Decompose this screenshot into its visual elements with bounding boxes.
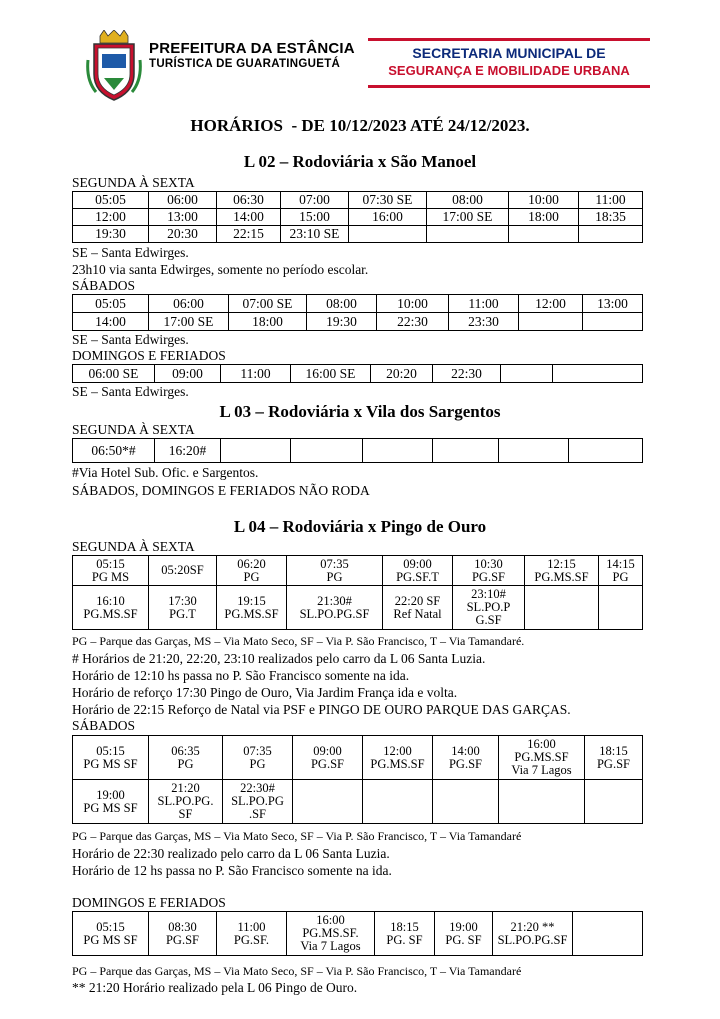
l04-note-reforco: Horário de reforço 17:30 Pingo de Ouro, Via Jardim França ida e volta.: [72, 685, 458, 700]
schedule-cell: 19:00 PG. SF: [435, 912, 493, 956]
l03-weekdays-label: SEGUNDA À SEXTA: [72, 422, 195, 437]
schedule-cell: 05:15 PG MS SF: [73, 736, 149, 780]
schedule-cell: 13:00: [149, 209, 217, 226]
schedule-cell: [573, 912, 643, 956]
l02-sundays-label: DOMINGOS E FERIADOS: [72, 348, 226, 363]
l04-weekdays-table: [72, 555, 643, 630]
table-row: [73, 736, 643, 780]
l02-sundays-table: [72, 364, 643, 383]
schedule-cell: 12:00: [73, 209, 149, 226]
table-row: [73, 365, 643, 383]
schedule-cell: 11:00: [221, 365, 291, 383]
table-row: [73, 556, 643, 586]
schedule-cell: [433, 439, 499, 463]
l03-title: L 03 – Rodoviária x Vila dos Sargentos: [219, 402, 501, 421]
schedule-cell: [525, 586, 599, 630]
l04-note-2230: Horário de 22:30 realizado pelo carro da L 06 Santa Luzia.: [72, 846, 390, 861]
schedule-cell: 05:05: [73, 295, 149, 313]
schedule-cell: 07:00: [281, 192, 349, 209]
schedule-cell: 16:00: [349, 209, 427, 226]
schedule-cell: 15:00: [281, 209, 349, 226]
schedule-cell: 19:15 PG.MS.SF: [217, 586, 287, 630]
l04-legend-sat: PG – Parque das Garças, MS – Via Mato Seco, SF – Via P. São Francisco, T – Via Tamandaré: [72, 829, 522, 843]
secretaria-line2: SEGURANÇA E MOBILIDADE URBANA: [388, 63, 630, 78]
schedule-cell: [583, 313, 643, 331]
schedule-cell: 19:00 PG MS SF: [73, 780, 149, 824]
schedule-cell: [291, 439, 363, 463]
schedule-cell: 12:15 PG.MS.SF: [525, 556, 599, 586]
schedule-cell: 06:50*#: [73, 439, 155, 463]
l04-note-natal: Horário de 22:15 Reforço de Natal via PSF e PINGO DE OURO PARQUE DAS GARÇAS.: [72, 702, 571, 717]
page-title: HORÁRIOS - DE 10/12/2023 ATÉ 24/12/2023.: [190, 116, 530, 135]
schedule-cell: 09:00: [155, 365, 221, 383]
schedule-cell: 06:20 PG: [217, 556, 287, 586]
schedule-cell: [585, 780, 643, 824]
schedule-cell: [349, 226, 427, 243]
schedule-cell: 08:00: [427, 192, 509, 209]
schedule-cell: 09:00 PG.SF: [293, 736, 363, 780]
schedule-cell: 06:30: [217, 192, 281, 209]
schedule-cell: 18:00: [229, 313, 307, 331]
schedule-cell: 17:00 SE: [427, 209, 509, 226]
l04-note-12hs: Horário de 12 hs passa no P. São Francisco somente na ida.: [72, 863, 392, 878]
schedule-cell: 06:35 PG: [149, 736, 223, 780]
table-row: [73, 192, 643, 209]
schedule-cell: [569, 439, 643, 463]
l02-weekdays-table: [72, 191, 643, 243]
l02-note-se-sat: SE – Santa Edwirges.: [72, 332, 189, 347]
schedule-cell: 17:00 SE: [149, 313, 229, 331]
schedule-cell: 18:15 PG.SF: [585, 736, 643, 780]
schedule-cell: 18:35: [579, 209, 643, 226]
schedule-cell: [293, 780, 363, 824]
schedule-cell: [221, 439, 291, 463]
table-row: [73, 295, 643, 313]
schedule-cell: 11:00 PG.SF.: [217, 912, 287, 956]
table-row: [73, 313, 643, 331]
l04-note-horarios: # Horários de 21:20, 22:20, 23:10 realizados pelo carro da L 06 Santa Luzia.: [72, 651, 486, 666]
schedule-cell: 21:20 ** SL.PO.PG.SF: [493, 912, 573, 956]
l02-note-se-sun: SE – Santa Edwirges.: [72, 384, 189, 399]
schedule-cell: 06:00: [149, 192, 217, 209]
table-row: [73, 226, 643, 243]
schedule-cell: 11:00: [579, 192, 643, 209]
secretaria-line1: SECRETARIA MUNICIPAL DE: [412, 45, 606, 61]
schedule-cell: 16:20#: [155, 439, 221, 463]
schedule-cell: 07:00 SE: [229, 295, 307, 313]
schedule-cell: [427, 226, 509, 243]
table-row: [73, 439, 643, 463]
schedule-cell: 22:15: [217, 226, 281, 243]
schedule-cell: [499, 439, 569, 463]
schedule-cell: [509, 226, 579, 243]
schedule-cell: [433, 780, 499, 824]
schedule-cell: 13:00: [583, 295, 643, 313]
municipal-coat-of-arms: [86, 30, 142, 102]
l04-saturdays-label: SÁBADOS: [72, 718, 136, 733]
schedule-cell: 14:00: [73, 313, 149, 331]
schedule-cell: 22:20 SF Ref Natal: [383, 586, 453, 630]
l02-saturdays-table: [72, 294, 643, 331]
schedule-cell: [579, 226, 643, 243]
schedule-cell: 05:15 PG MS SF: [73, 912, 149, 956]
schedule-cell: 23:30: [449, 313, 519, 331]
table-row: [73, 912, 643, 956]
schedule-cell: 14:00: [217, 209, 281, 226]
prefeitura-line1: PREFEITURA DA ESTÂNCIA: [149, 40, 355, 57]
l04-legend: PG – Parque das Garças, MS – Via Mato Seco, SF – Via P. São Francisco, T – Via Tamandaré.: [72, 634, 525, 648]
schedule-cell: [499, 780, 585, 824]
schedule-cell: 20:20: [371, 365, 433, 383]
table-row: [73, 780, 643, 824]
schedule-cell: 05:20SF: [149, 556, 217, 586]
schedule-cell: 05:05: [73, 192, 149, 209]
schedule-cell: 08:30 PG.SF: [149, 912, 217, 956]
schedule-cell: 08:00: [307, 295, 377, 313]
l04-note-1210: Horário de 12:10 hs passa no P. São Francisco somente na ida.: [72, 668, 410, 683]
schedule-cell: 18:15 PG. SF: [375, 912, 435, 956]
l02-note-se: SE – Santa Edwirges.: [72, 245, 189, 260]
schedule-cell: [501, 365, 553, 383]
table-row: [73, 209, 643, 226]
schedule-cell: [519, 313, 583, 331]
schedule-cell: 22:30: [377, 313, 449, 331]
schedule-cell: 14:15 PG: [599, 556, 643, 586]
prefeitura-line2: TURÍSTICA DE GUARATINGUETÁ: [149, 58, 341, 70]
l03-note-nao-roda: SÁBADOS, DOMINGOS E FERIADOS NÃO RODA: [72, 483, 370, 498]
schedule-cell: 18:00: [509, 209, 579, 226]
schedule-cell: 11:00: [449, 295, 519, 313]
schedule-cell: [363, 439, 433, 463]
schedule-cell: 05:15 PG MS: [73, 556, 149, 586]
schedule-cell: 10:30 PG.SF: [453, 556, 525, 586]
schedule-cell: 12:00 PG.MS.SF: [363, 736, 433, 780]
schedule-cell: 10:00: [509, 192, 579, 209]
schedule-cell: [599, 586, 643, 630]
schedule-cell: 16:10 PG.MS.SF: [73, 586, 149, 630]
l03-note-via: #Via Hotel Sub. Ofic. e Sargentos.: [72, 465, 259, 480]
l04-title: L 04 – Rodoviária x Pingo de Ouro: [233, 517, 487, 536]
l02-saturdays-label: SÁBADOS: [72, 278, 136, 293]
l04-saturdays-table: [72, 735, 643, 824]
schedule-cell: 07:30 SE: [349, 192, 427, 209]
schedule-cell: [553, 365, 643, 383]
schedule-cell: 06:00 SE: [73, 365, 155, 383]
schedule-cell: [363, 780, 433, 824]
l04-weekdays-label: SEGUNDA À SEXTA: [72, 539, 195, 554]
l02-note-2310: 23h10 via santa Edwirges, somente no período escolar.: [72, 262, 369, 277]
l02-title: L 02 – Rodoviária x São Manoel: [243, 152, 477, 171]
schedule-cell: 20:30: [149, 226, 217, 243]
schedule-cell: 07:35 PG: [223, 736, 293, 780]
l04-legend-sun: PG – Parque das Garças, MS – Via Mato Seco, SF – Via P. São Francisco, T – Via Tamandaré: [72, 964, 522, 978]
l04-sundays-label: DOMINGOS E FERIADOS: [72, 895, 226, 910]
schedule-cell: 07:35 PG: [287, 556, 383, 586]
schedule-cell: 22:30: [433, 365, 501, 383]
l02-weekdays-label: SEGUNDA À SEXTA: [72, 175, 195, 190]
schedule-cell: 14:00 PG.SF: [433, 736, 499, 780]
schedule-cell: 21:20 SL.PO.PG. SF: [149, 780, 223, 824]
schedule-cell: 16:00 PG.MS.SF. Via 7 Lagos: [287, 912, 375, 956]
schedule-cell: 17:30 PG.T: [149, 586, 217, 630]
schedule-cell: 10:00: [377, 295, 449, 313]
schedule-cell: 09:00 PG.SF.T: [383, 556, 453, 586]
l03-weekdays-table: [72, 438, 643, 463]
schedule-cell: 06:00: [149, 295, 229, 313]
schedule-cell: 21:30# SL.PO.PG.SF: [287, 586, 383, 630]
schedule-cell: 23:10 SE: [281, 226, 349, 243]
schedule-cell: 12:00: [519, 295, 583, 313]
schedule-cell: 19:30: [73, 226, 149, 243]
schedule-cell: 23:10# SL.PO.P G.SF: [453, 586, 525, 630]
schedule-cell: 16:00 SE: [291, 365, 371, 383]
schedule-cell: 19:30: [307, 313, 377, 331]
schedule-cell: 16:00 PG.MS.SF Via 7 Lagos: [499, 736, 585, 780]
table-row: [73, 586, 643, 630]
schedule-cell: 22:30# SL.PO.PG .SF: [223, 780, 293, 824]
secretaria-banner: [368, 38, 650, 88]
l04-sundays-table: [72, 911, 643, 956]
l04-note-2120: ** 21:20 Horário realizado pela L 06 Pingo de Ouro.: [72, 980, 358, 995]
